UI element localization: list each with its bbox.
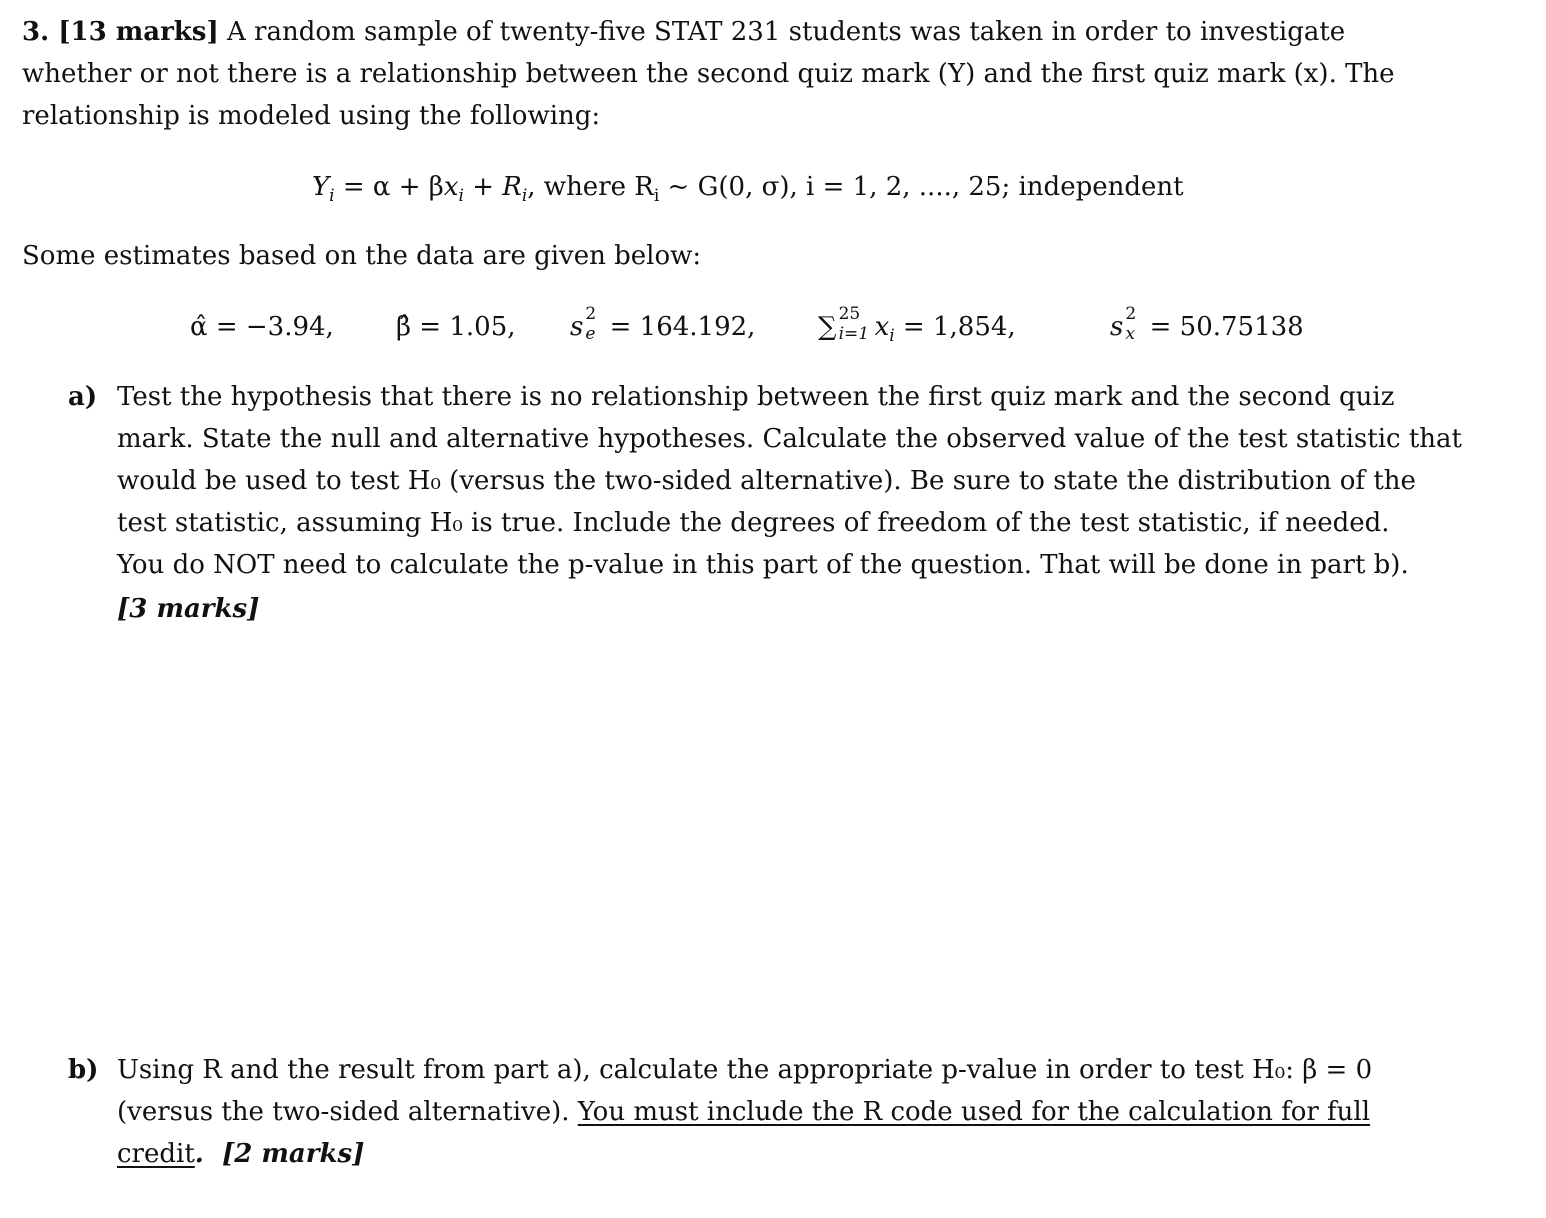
model-plus: +	[463, 172, 503, 202]
sx-s: s	[1110, 312, 1124, 342]
model-equation	[312, 166, 1184, 208]
question-intro-line2: whether or not there is a relationship between the second quiz mark (Y) and the first quiz mark (x). The	[22, 59, 1395, 89]
model-rest-sub: i	[653, 186, 660, 207]
part-b-line2-underlined: You must include the R code used for the calculation for full	[577, 1097, 1371, 1127]
sx-sup: 2	[1125, 304, 1137, 324]
estimate-se2	[570, 306, 755, 348]
part-a-marks: [3 marks]	[117, 594, 260, 624]
model-lhs-sub: i	[329, 186, 335, 207]
estimate-sx2	[1110, 306, 1304, 348]
estimates-intro: Some estimates based on the data are given below:	[22, 241, 702, 271]
question-intro-line3: relationship is modeled using the following:	[22, 101, 601, 131]
part-b-line3	[117, 1133, 364, 1175]
estimate-alpha: α̂ = −3.94,	[190, 312, 334, 342]
sum-val: = 1,854,	[894, 312, 1016, 342]
part-b-marks: [2 marks]	[203, 1139, 365, 1169]
sx-val: = 50.75138	[1141, 312, 1304, 342]
part-a-line3: would be used to test H₀ (versus the two-sided alternative). Be sure to state the distribution of the	[117, 466, 1416, 496]
model-dist: ~ G(0, σ), i = 1, 2, ...., 25; independent	[659, 172, 1184, 202]
model-eq1: = α + β	[334, 172, 444, 202]
part-a-line5: You do NOT need to calculate the p-value in this part of the question. That will be done in part b).	[117, 550, 1409, 580]
part-b-line2-plain: (versus the two-sided alternative).	[117, 1097, 578, 1127]
sum-x-sub: i	[889, 326, 895, 347]
question-intro-text1: A random sample of twenty-five STAT 231 students was taken in order to investigate	[218, 17, 1346, 47]
part-a-line1: Test the hypothesis that there is no relationship between the first quiz mark and the second quiz	[117, 382, 1395, 412]
se-s: s	[570, 312, 584, 342]
estimate-sum-x	[818, 306, 1016, 348]
part-a-line4: test statistic, assuming H₀ is true. Include the degrees of freedom of the test statistic, if needed.	[117, 508, 1390, 538]
sum-x: x	[874, 312, 890, 342]
se-val: = 164.192,	[601, 312, 756, 342]
sum-symbol: ∑	[818, 312, 837, 342]
part-b-dot: .	[194, 1139, 204, 1169]
se-sub: e	[585, 324, 596, 344]
model-R: R	[502, 172, 522, 202]
part-b-line1: Using R and the result from part a), calculate the appropriate p-value in order to test H₀: β = 0	[117, 1055, 1373, 1085]
sx-sub: x	[1125, 324, 1135, 344]
model-R-sub: i	[521, 186, 528, 207]
question-intro-line1	[22, 11, 1345, 53]
part-a-line2: mark. State the null and alternative hypotheses. Calculate the observed value of the test statistic that	[117, 424, 1462, 454]
part-b-credit: credit	[117, 1139, 195, 1169]
model-x: x	[443, 172, 459, 202]
sum-bot: i=1	[838, 324, 870, 344]
model-lhs: Y	[312, 172, 330, 202]
estimate-beta: β̂ = 1.05,	[396, 312, 516, 342]
model-x-sub: i	[458, 186, 464, 207]
part-a-label: a)	[68, 382, 98, 412]
part-b-label: b)	[68, 1055, 99, 1085]
question-number-marks: 3. [13 marks]	[22, 17, 219, 47]
part-b-line2	[117, 1091, 1370, 1133]
model-rest: , where R	[527, 172, 654, 202]
se-sup: 2	[585, 304, 597, 324]
sum-top: 25	[838, 304, 861, 324]
